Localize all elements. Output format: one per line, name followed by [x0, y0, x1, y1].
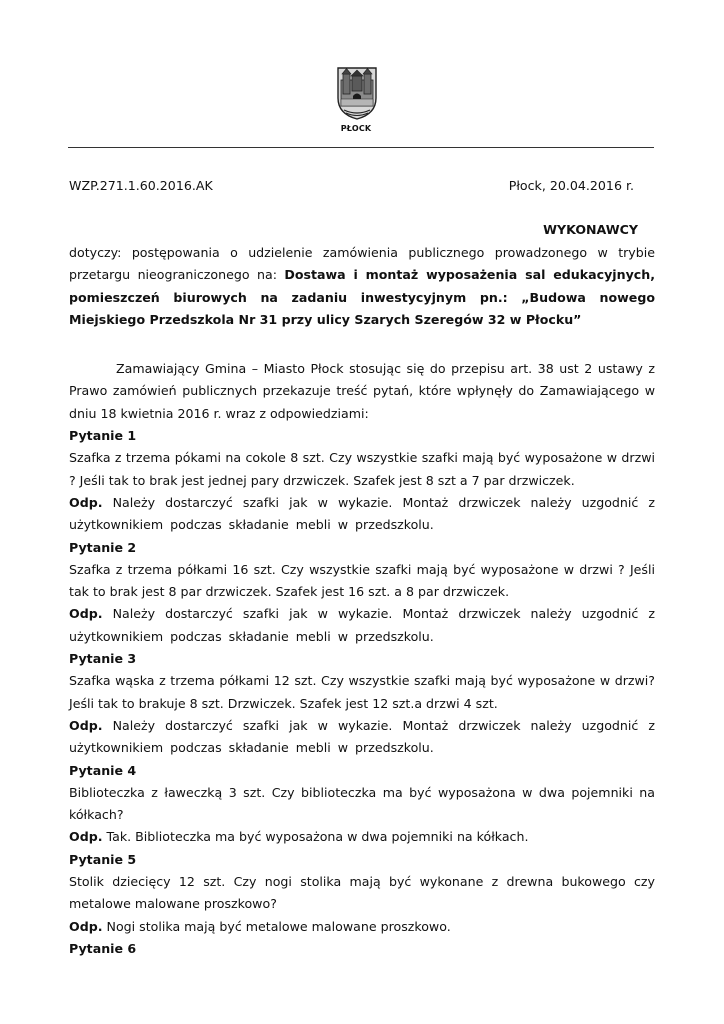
- answer-label: Odp.: [69, 717, 103, 733]
- crest-caption: PŁOCK: [340, 124, 372, 133]
- answer-text: Tak. Biblioteczka ma być wyposażona w dwa pojemniki na kółkach.: [106, 829, 529, 845]
- question-text: Szafka z trzema półkami 16 szt. Czy wszystkie szafki mają być wyposażone w drzwi ? Jeśli tak to brak jest 8 par drzwiczek. Szafek jest 16 szt. a 8 par drzwiczek.: [69, 561, 655, 600]
- question-text: Szafka z trzema pókami na cokole 8 szt. Czy wszystkie szafki mają być wyposażone w drzwi ? Jeśli tak to brak jest jednej pary drzwiczek. Szafek jest 8 szt a 7 par drzwiczek.: [69, 450, 655, 488]
- subject-title: Dostawa i montaż wyposażenia sal edukacyjnych, pomieszczeń biurowych na zadaniu inwestycyjnym pn.: „Budowa nowego Miejskiego Przedszkola Nr 31 przy ulicy Szarych Szeregów 32 w Płocku”: [69, 267, 655, 327]
- answer-text: Nogi stolika mają być metalowe malowane proszkowo.: [106, 918, 451, 934]
- document-body: [69, 242, 655, 960]
- place-and-date: Płock, 20.04.2016 r.: [508, 178, 634, 193]
- answer-text: Należy dostarczyć szafki jak w wykazie. Montaż drzwiczek należy uzgodnić z użytkownikiem podczas składanie mebli w przedszkolu.: [69, 717, 655, 756]
- answer-label: Odp.: [69, 918, 103, 934]
- header-divider: [68, 147, 654, 148]
- answer-paragraph: [69, 916, 655, 938]
- question-text: Biblioteczka z ławeczką 3 szt. Czy biblioteczka ma być wyposażona w dwa pojemniki na kółkach?: [69, 784, 655, 823]
- answer-label: Odp.: [69, 494, 103, 510]
- question-title: Pytanie 6: [69, 940, 137, 956]
- answer-paragraph: [69, 492, 655, 537]
- answer-text: Należy dostarczyć szafki jak w wykazie. Montaż drzwiczek należy uzgodnić z użytkownikiem podczas składanie mebli w przedszkolu.: [69, 494, 655, 533]
- question-title: Pytanie 2: [69, 539, 137, 555]
- plock-coat-of-arms-logo: [336, 66, 378, 120]
- question-title: Pytanie 5: [69, 851, 137, 867]
- answer-label: Odp.: [69, 829, 103, 845]
- question-title: Pytanie 1: [69, 428, 137, 444]
- answer-paragraph: [69, 826, 655, 848]
- reference-number: WZP.271.1.60.2016.AK: [69, 178, 213, 193]
- question-title: Pytanie 4: [69, 762, 137, 778]
- answer-text: Należy dostarczyć szafki jak w wykazie. Montaż drzwiczek należy uzgodnić z użytkownikiem podczas składanie mebli w przedszkolu.: [69, 606, 655, 644]
- question-text: Szafka wąska z trzema półkami 12 szt. Czy wszystkie szafki mają być wyposażone w drzwi? Jeśli tak to brakuje 8 szt. Drzwiczek. Szafek jest 12 szt.a drzwi 4 szt.: [69, 673, 655, 711]
- question-text: Stolik dziecięcy 12 szt. Czy nogi stolika mają być wykonane z drewna bukowego czy metalowe malowane proszkowo?: [69, 874, 655, 912]
- subject-paragraph: [69, 242, 655, 331]
- intro-paragraph: Zamawiający Gmina – Miasto Płock stosując się do przepisu art. 38 ust 2 ustawy z Prawo zamówień publicznych przekazuje treść pytań, które wpłynęły do Zamawiającego w dniu 18 kwietnia 2016 r. wraz z odpowiedziami:: [69, 361, 655, 421]
- answer-paragraph: [69, 603, 655, 648]
- answer-label: Odp.: [69, 606, 103, 622]
- answer-paragraph: [69, 715, 655, 760]
- question-title: Pytanie 3: [69, 651, 137, 667]
- addressee: WYKONAWCY: [543, 222, 638, 237]
- subject-lead: dotyczy: postępowania o udzielenie zamówienia publicznego prowadzonego w trybie przetargu nieograniczonego na:: [69, 245, 655, 283]
